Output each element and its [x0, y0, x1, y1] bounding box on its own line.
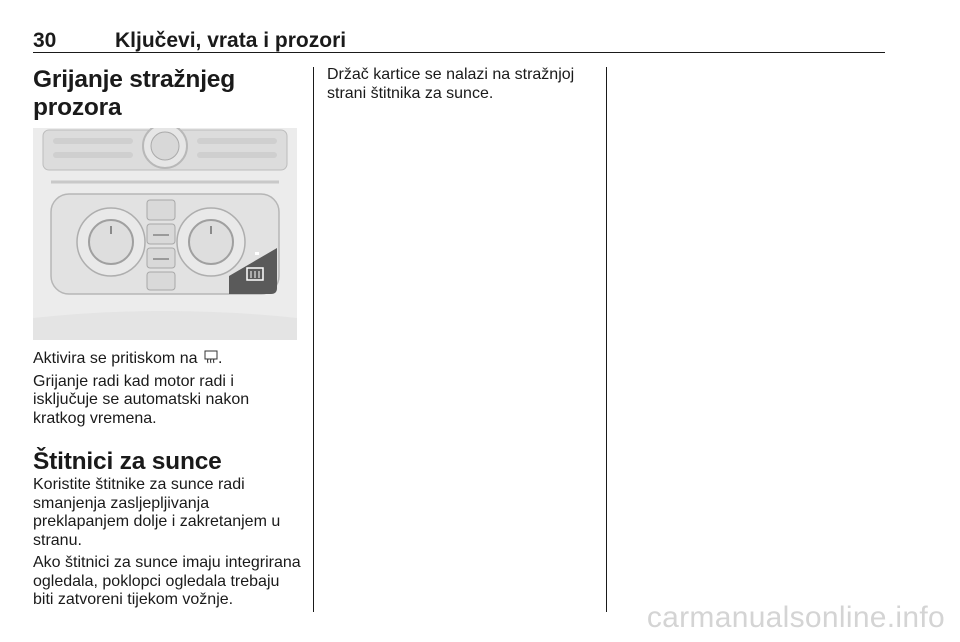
- page-number: 30: [33, 29, 57, 52]
- climate-panel-figure: [33, 128, 297, 340]
- paragraph-heating-info: Grijanje radi kad motor radi i isključuje se automatski nakon kratkog vremena.: [33, 372, 250, 427]
- column-divider-right: [606, 67, 607, 612]
- middle-column: [327, 66, 592, 103]
- paragraph-card-holder: Držač kartice se nalazi na stražnjoj strani štitnika za sunce.: [327, 66, 575, 102]
- section-heading-rear-window: Grijanje stražnjeg prozora: [33, 66, 235, 121]
- activation-text: Aktivira se pritiskom na .: [33, 350, 223, 367]
- rear-window-defrost-icon: [204, 350, 218, 364]
- climate-control-panel-illustration: [33, 128, 297, 340]
- column-divider-left: [313, 67, 314, 612]
- section-heading-sun-visors: Štitnici za sunce: [33, 448, 222, 475]
- watermark-text: carmanualsonline.info: [646, 601, 945, 634]
- paragraph-sun-visor-use: Koristite štitnike za sunce radi smanjenja zasljepljivanja preklapanjem dolje i zakretanjem u stranu.: [33, 476, 281, 549]
- page-header: [33, 30, 885, 53]
- left-column: [33, 66, 303, 610]
- paragraph-sun-visor-mirrors: Ako štitnici za sunce imaju integrirana ogledala, poklopci ogledala trebaju biti zatvoreni tijekom vožnje.: [33, 554, 301, 608]
- chapter-title: Ključevi, vrata i prozori: [115, 29, 347, 52]
